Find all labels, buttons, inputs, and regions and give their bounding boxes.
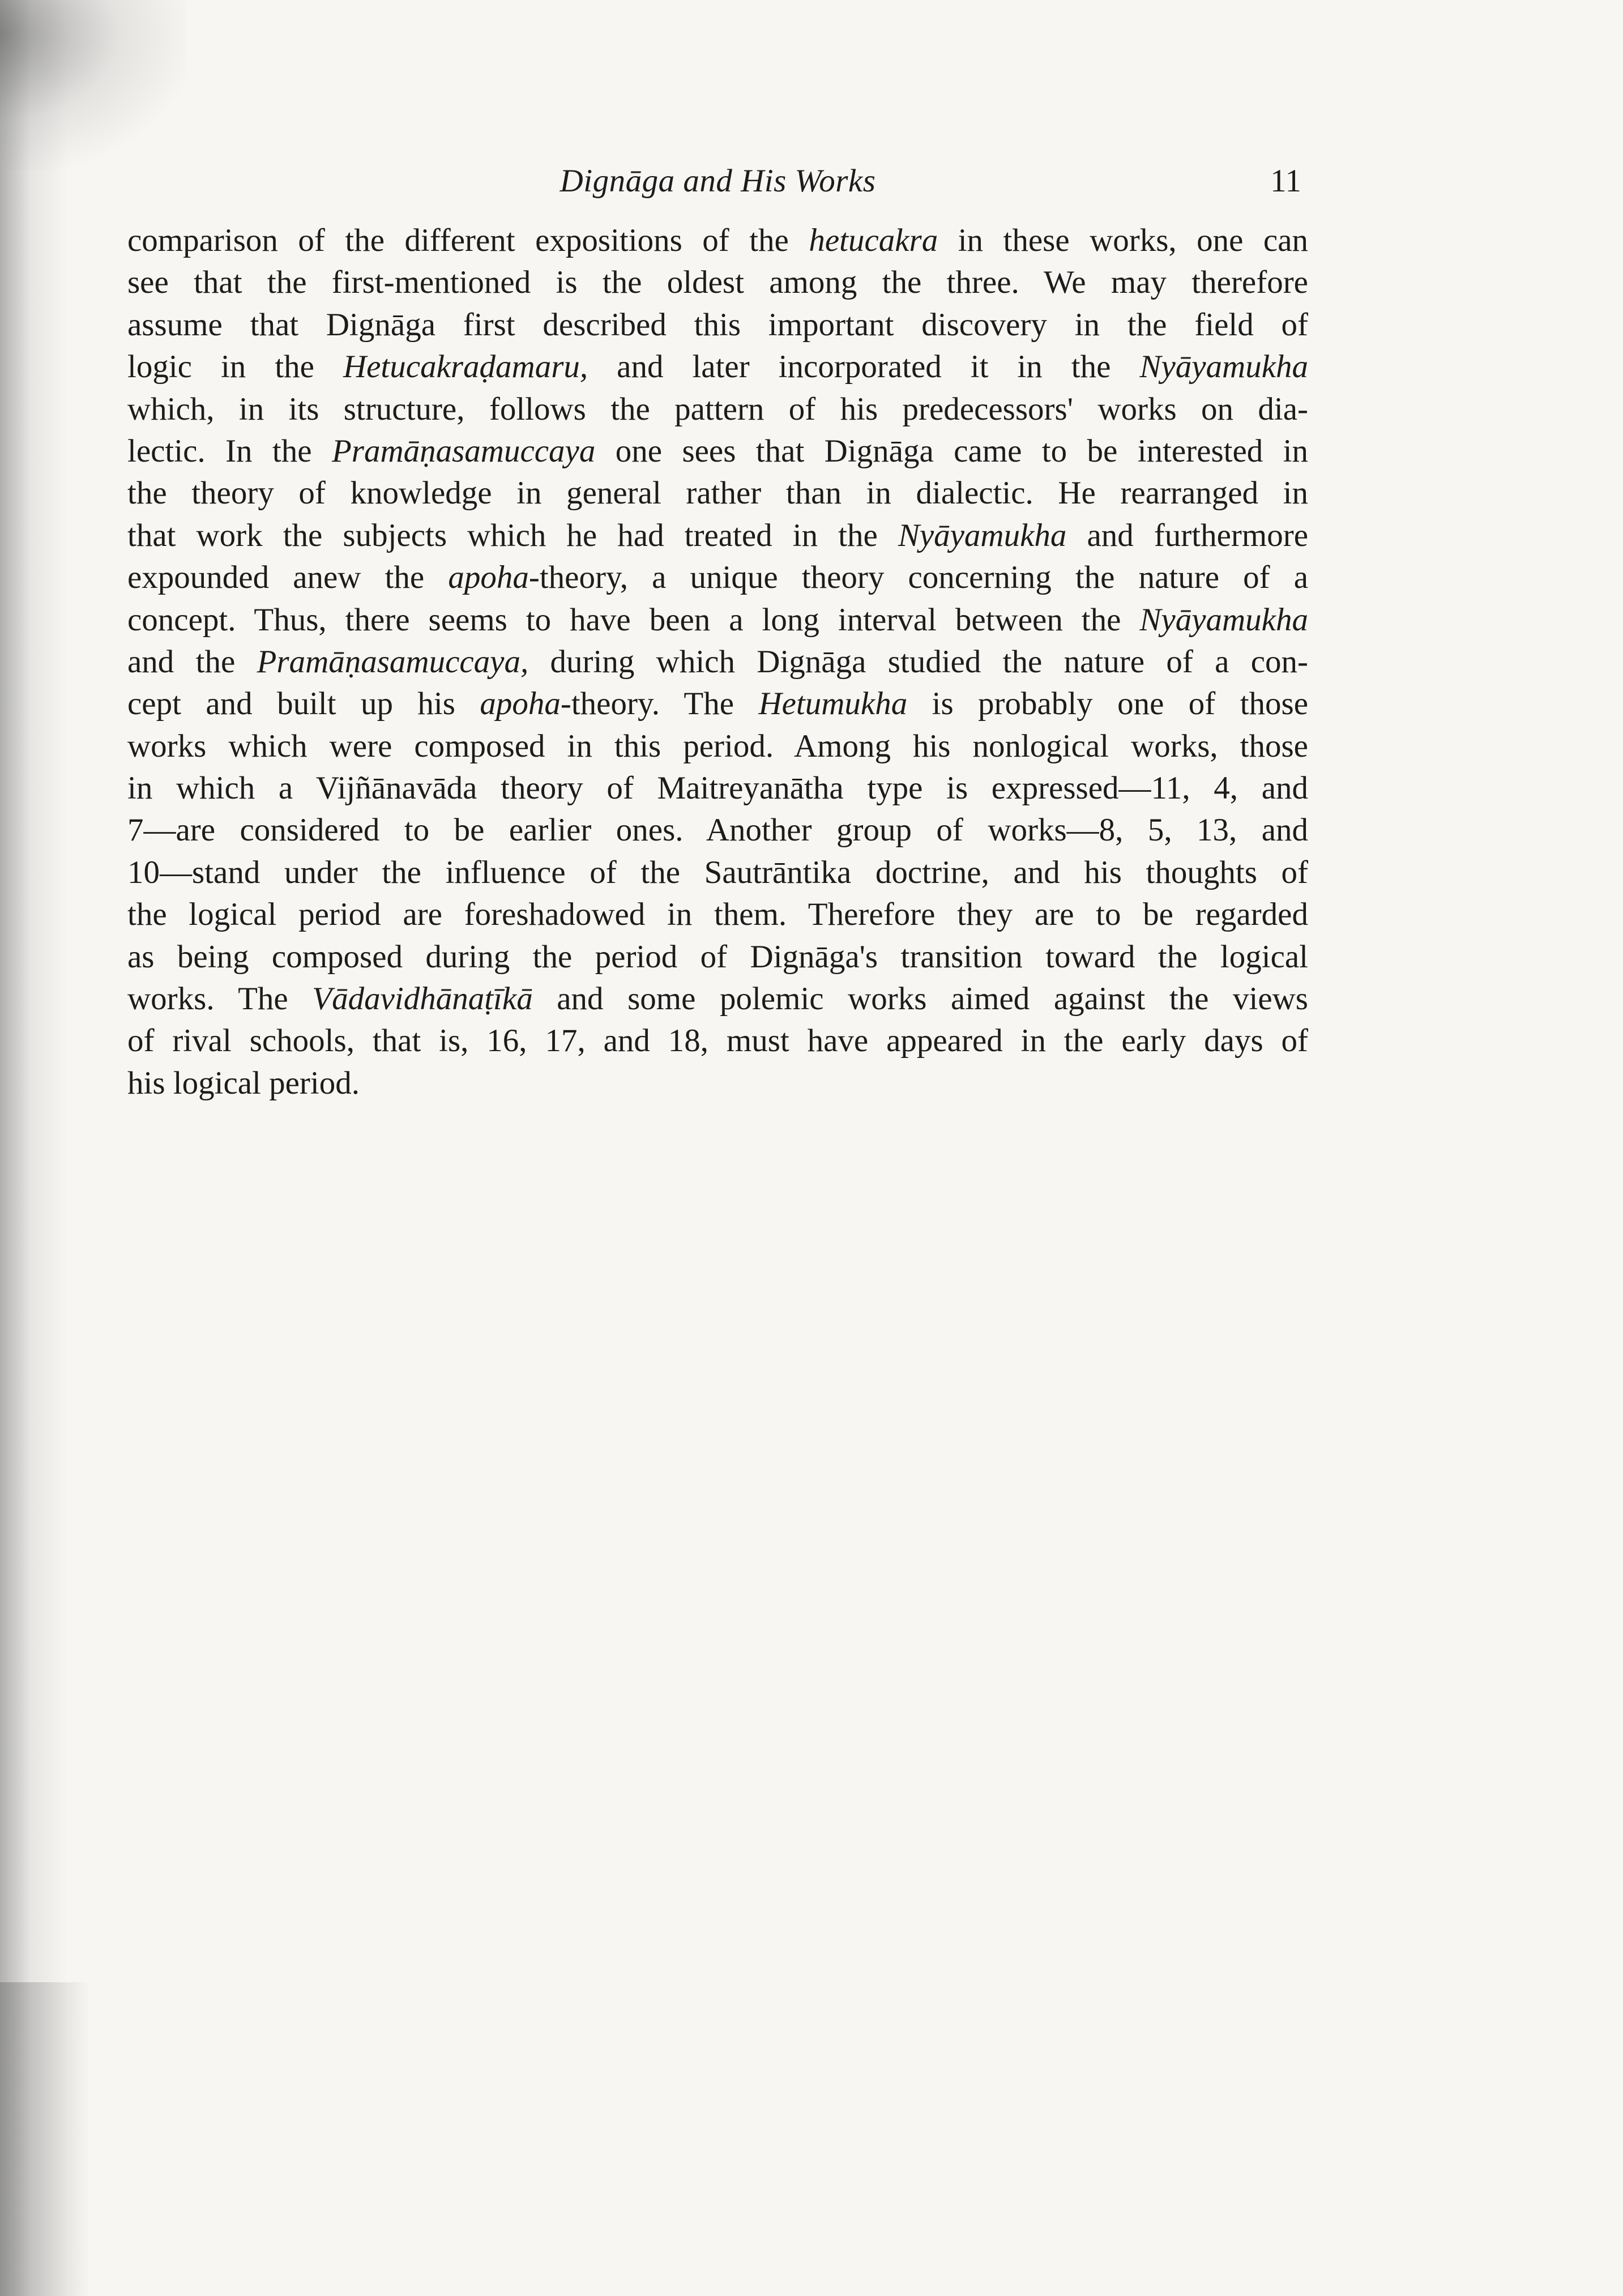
text-run: lectic. In the — [127, 433, 332, 469]
text-run: which, in its structure, follows the pattern of his predecessors' works on dia- — [127, 391, 1308, 427]
text-run: is probably one of those — [907, 686, 1309, 722]
scan-shadow-left — [0, 0, 68, 2296]
italic-title: Hetucakraḍamaru, — [343, 349, 588, 385]
text-line — [127, 683, 1308, 725]
text-run: in which a Vijñānavāda theory of Maitreyanātha type is expressed—11, 4, and — [127, 770, 1308, 806]
page-header — [127, 159, 1308, 204]
text-line — [127, 389, 1308, 430]
italic-title: apoha — [480, 686, 561, 722]
text-line — [127, 599, 1308, 641]
scan-shadow-bottom — [0, 1982, 91, 2296]
text-line — [127, 557, 1308, 599]
text-run: works which were composed in this period. Among his nonlogical works, those — [127, 728, 1308, 764]
text-run: concept. Thus, there seems to have been a long interval between the — [127, 601, 1140, 638]
italic-title: Nyāyamukha — [1139, 601, 1308, 638]
running-title: Dignāga and His Works — [559, 163, 876, 199]
text-run: that work the subjects which he had treated in the — [127, 517, 898, 553]
text-line — [127, 1020, 1308, 1062]
text-run: 10—stand under the influence of the Sautrāntika doctrine, and his thoughts of — [127, 854, 1308, 890]
text-run: one sees that Dignāga came to be interested in — [595, 433, 1308, 469]
italic-title: Vādavidhānaṭīkā — [312, 981, 533, 1017]
text-run: see that the first-mentioned is the oldest among the three. We may therefore — [127, 264, 1308, 301]
text-line — [127, 220, 1308, 262]
text-run: and some polemic works aimed against the views — [532, 981, 1308, 1017]
text-line — [127, 725, 1308, 767]
text-run: in these works, one can — [938, 223, 1309, 258]
italic-title: Pramāṇasamuccaya, — [257, 643, 529, 680]
text-run: and later incorporated it in the — [588, 349, 1140, 385]
text-run: as being composed during the period of Dignāga's transition toward the logical — [127, 938, 1308, 975]
text-run: assume that Dignāga first described this important discovery in the field of — [127, 306, 1308, 343]
text-run: and furthermore — [1066, 517, 1309, 553]
italic-title: Nyāyamukha — [1139, 349, 1309, 385]
text-line — [127, 894, 1308, 936]
italic-title: Pramāṇasamuccaya — [331, 433, 596, 469]
text-run: 7—are considered to be earlier ones. Another group of works—8, 5, 13, and — [127, 812, 1308, 848]
text-run: expounded anew the — [127, 560, 449, 596]
italic-title: Hetumukha — [758, 686, 908, 722]
text-line — [127, 1062, 1308, 1104]
text-line — [127, 978, 1308, 1020]
text-run: cept and built up his — [127, 686, 480, 722]
text-line — [127, 262, 1308, 304]
text-line — [127, 936, 1308, 978]
text-line — [127, 430, 1308, 472]
text-run: -theory. The — [560, 686, 759, 722]
text-line — [127, 767, 1308, 809]
text-line — [127, 809, 1308, 851]
text-line — [127, 304, 1308, 346]
text-run: of rival schools, that is, 16, 17, and 18, must have appeared in the early days of — [127, 1023, 1308, 1059]
italic-title: apoha — [448, 560, 529, 596]
italic-title: hetucakra — [809, 223, 938, 258]
text-run: and the — [127, 643, 257, 680]
text-run: logic in the — [127, 349, 343, 385]
text-run: his logical period. — [127, 1065, 360, 1101]
text-run: -theory, a unique theory concerning the nature of a — [528, 560, 1309, 596]
text-line — [127, 852, 1308, 894]
text-line — [127, 346, 1308, 388]
text-line — [127, 641, 1308, 683]
italic-title: Nyāyamukha — [898, 517, 1067, 553]
scan-shadow-corner — [0, 0, 187, 170]
page-number: 11 — [1270, 163, 1301, 199]
text-run: works. The — [127, 981, 313, 1017]
text-run: comparison of the different expositions of the — [127, 223, 809, 258]
body-paragraph — [127, 220, 1308, 1104]
text-run: during which Dignāga studied the nature of a con- — [528, 643, 1309, 680]
text-run: the logical period are foreshadowed in them. Therefore they are to be regarded — [127, 897, 1308, 933]
text-run: the theory of knowledge in general rather than in dialectic. He rearranged in — [127, 475, 1308, 511]
text-line — [127, 472, 1308, 514]
text-line — [127, 515, 1308, 557]
